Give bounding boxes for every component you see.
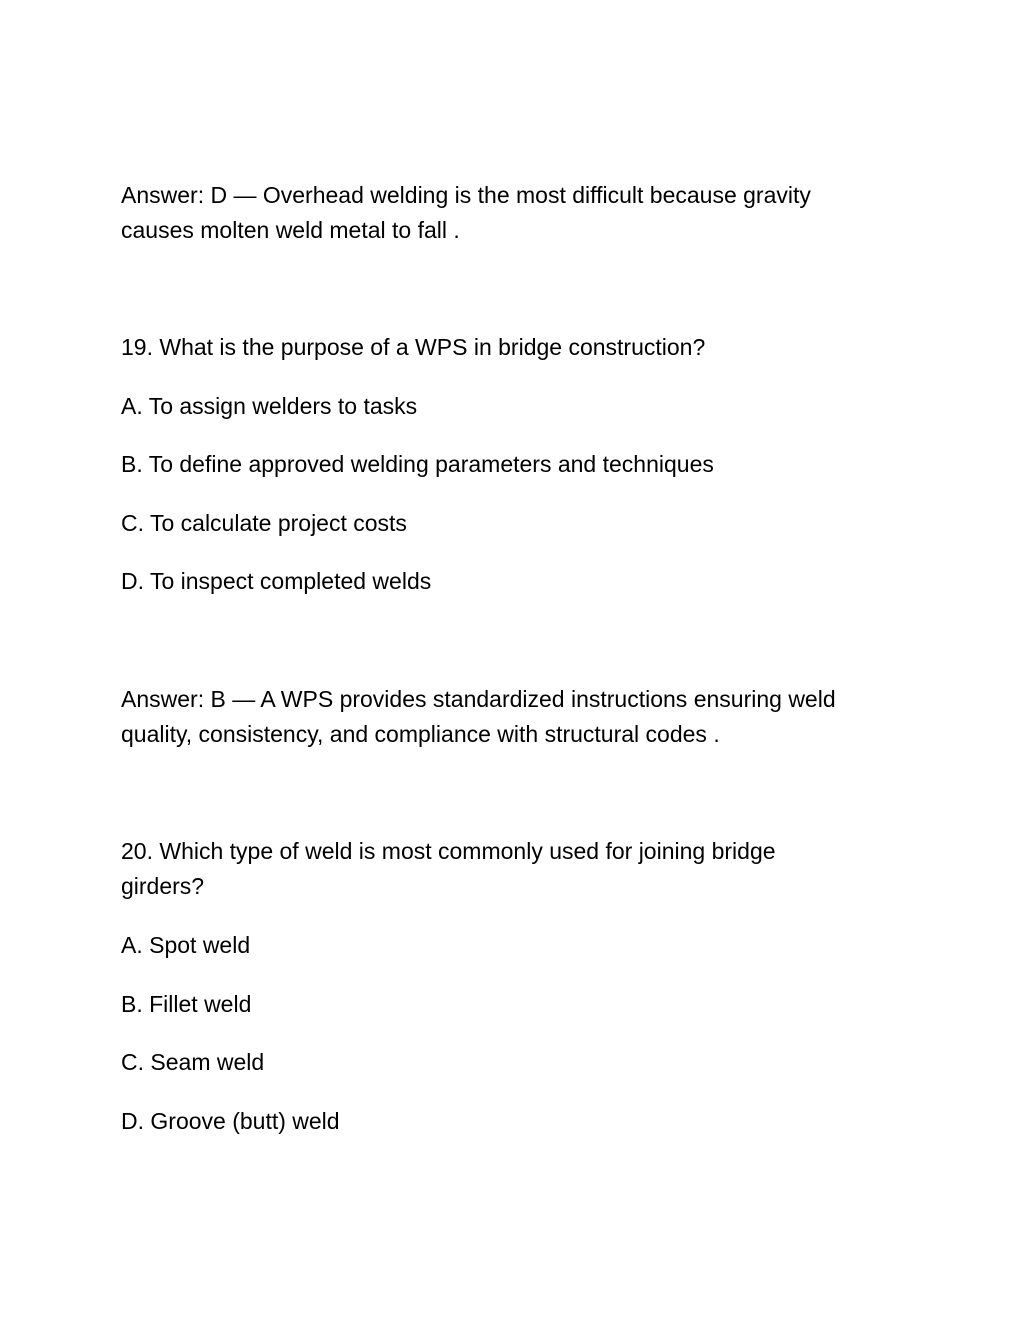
- answer-18: [121, 178, 891, 248]
- question-20-option-d: D. Groove (butt) weld: [121, 1108, 340, 1134]
- answer-19: [121, 682, 891, 752]
- question-19-option-a: A. To assign welders to tasks: [121, 393, 418, 419]
- answer-18-line-2: causes molten weld metal to fall .: [121, 217, 460, 243]
- answer-19-line-1: Answer: B — A WPS provides standardized instructions ensuring weld: [121, 686, 836, 712]
- question-20-prompt: [121, 834, 891, 904]
- answer-19-line-2: quality, consistency, and compliance with structural codes .: [121, 721, 720, 747]
- question-20-prompt-line-1: 20. Which type of weld is most commonly used for joining bridge: [121, 838, 776, 864]
- answer-18-line-1: Answer: D — Overhead welding is the most difficult because gravity: [121, 182, 811, 208]
- question-20-option-b: B. Fillet weld: [121, 991, 252, 1017]
- question-19-option-c: C. To calculate project costs: [121, 510, 407, 536]
- question-19-option-d: D. To inspect completed welds: [121, 568, 432, 594]
- question-20-option-a: A. Spot weld: [121, 932, 251, 958]
- question-19-option-b: B. To define approved welding parameters and techniques: [121, 451, 714, 477]
- question-20-prompt-line-2: girders?: [121, 873, 205, 899]
- question-19-prompt: 19. What is the purpose of a WPS in bridge construction?: [121, 334, 706, 360]
- question-20-option-c: C. Seam weld: [121, 1049, 265, 1075]
